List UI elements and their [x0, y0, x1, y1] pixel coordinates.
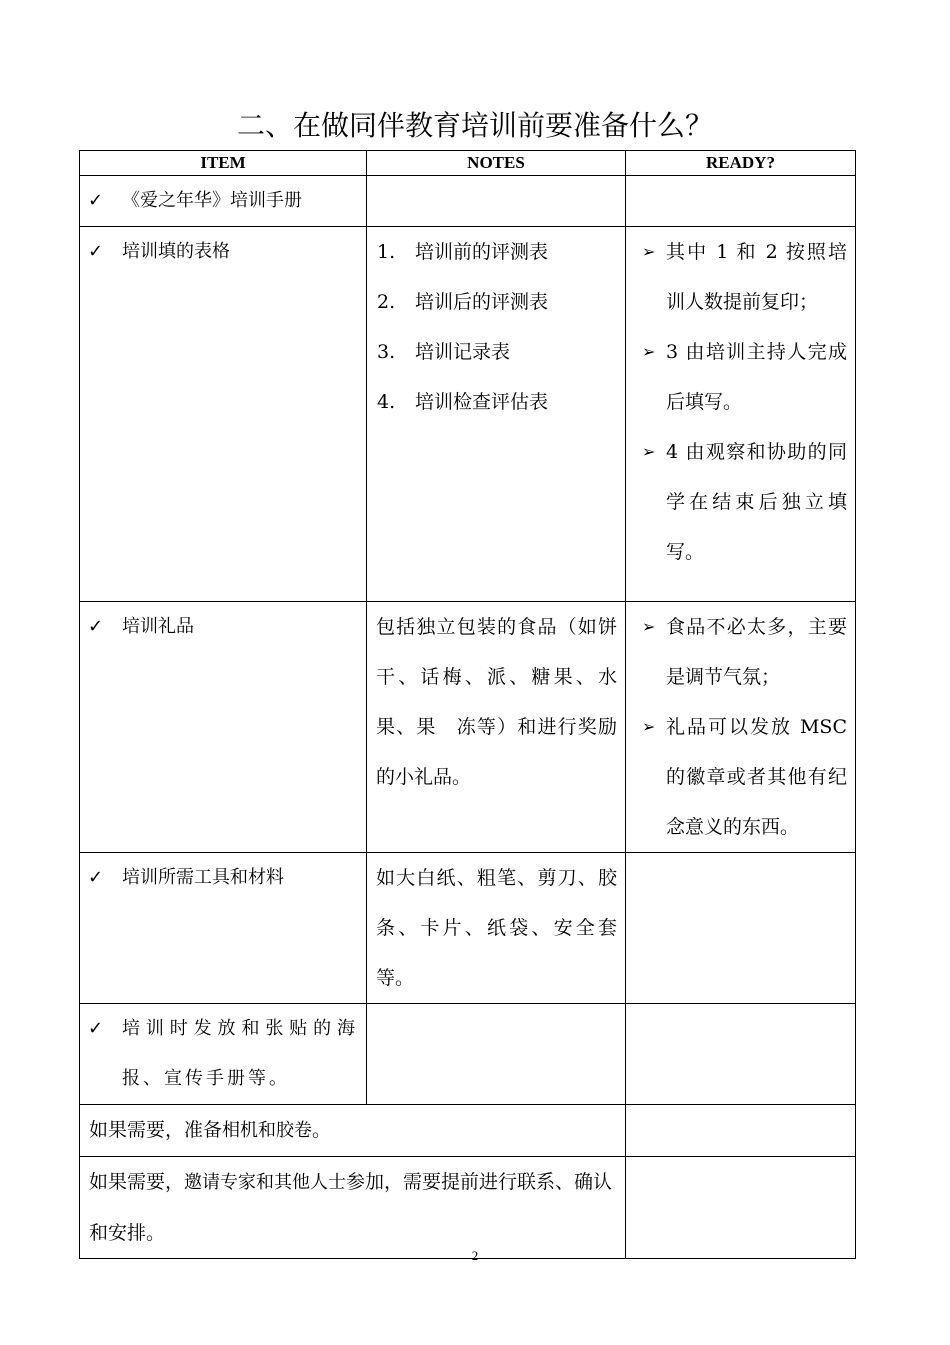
table-row [80, 602, 856, 853]
notes-text: 如大白纸、粗笔、剪刀、胶条、卡片、纸袋、安全套等。 [376, 867, 617, 989]
item-label: 培训填的表格 [122, 241, 230, 262]
table-row [80, 1157, 856, 1259]
list-item: 4. 培训检查评估表 [377, 391, 549, 413]
notes-text: 包括独立包装的食品（如饼干、话梅、派、糖果、水果、果 冻等）和进行奖励的小礼品。 [376, 616, 617, 788]
check-icon: ✓ [88, 1018, 104, 1039]
item-cell [80, 1004, 367, 1105]
preparation-table [79, 150, 856, 1259]
list-item: 3. 培训记录表 [377, 341, 511, 363]
item-label: 培训礼品 [122, 616, 194, 637]
header-notes: NOTES [367, 151, 626, 176]
header-item: ITEM [80, 151, 367, 176]
table-row [80, 1105, 856, 1157]
arrow-bullet-icon: ➢ [642, 717, 656, 736]
list-item: ➢ 其中 1 和 2 按照培训人数提前复印； [630, 227, 847, 327]
page-title: 二、在做同伴教育培训前要准备什么？ [236, 109, 713, 142]
ready-cell [626, 1105, 856, 1157]
notes-cell [367, 853, 626, 1004]
arrow-bullet-icon: ➢ [642, 442, 656, 461]
item-cell [80, 176, 367, 227]
ready-cell [626, 602, 856, 853]
arrow-bullet-icon: ➢ [642, 342, 656, 361]
table-row [80, 176, 856, 227]
arrow-bullet-icon: ➢ [642, 617, 656, 636]
item-label: 培训时发放和张贴的海报、宣传手册等。 [122, 1018, 358, 1089]
notes-cell [367, 1004, 626, 1105]
item-label: 《爱之年华》培训手册 [122, 190, 302, 211]
item-cell [80, 853, 367, 1004]
list-item: 2. 培训后的评测表 [377, 291, 549, 313]
ready-cell [626, 227, 856, 602]
list-item: ➢ 食品不必太多，主要是调节气氛； [630, 602, 847, 702]
list-item: ➢ 3 由培训主持人完成后填写。 [630, 327, 847, 427]
notes-list [375, 227, 617, 427]
table-header-row [80, 151, 856, 176]
check-icon: ✓ [88, 190, 104, 211]
item-cell [80, 227, 367, 602]
item-cell [80, 602, 367, 853]
notes-cell [367, 227, 626, 602]
ready-cell [626, 1004, 856, 1105]
arrow-bullet-icon: ➢ [642, 242, 656, 261]
notes-cell [367, 602, 626, 853]
list-item: ➢ 礼品可以发放 MSC 的徽章或者其他有纪念意义的东西。 [630, 702, 847, 852]
ready-cell [626, 853, 856, 1004]
header-ready: READY? [626, 151, 856, 176]
check-icon: ✓ [88, 867, 104, 888]
check-icon: ✓ [88, 616, 104, 637]
item-label: 培训所需工具和材料 [122, 867, 284, 888]
list-item: ➢ 4 由观察和协助的同学在结束后独立填写。 [630, 427, 847, 577]
ready-list [630, 227, 847, 577]
table-row [80, 227, 856, 602]
ready-cell [626, 1157, 856, 1259]
list-item: 1. 培训前的评测表 [377, 241, 549, 263]
notes-cell [367, 176, 626, 227]
table-row [80, 1004, 856, 1105]
wide-cell: 如果需要，邀请专家和其他人士参加，需要提前进行联系、确认和安排。 [80, 1157, 626, 1259]
check-icon: ✓ [88, 241, 104, 262]
table-row [80, 853, 856, 1004]
wide-cell: 如果需要，准备相机和胶卷。 [80, 1105, 626, 1157]
ready-cell [626, 176, 856, 227]
page-number: 2 [471, 1248, 479, 1263]
ready-list [630, 602, 847, 852]
